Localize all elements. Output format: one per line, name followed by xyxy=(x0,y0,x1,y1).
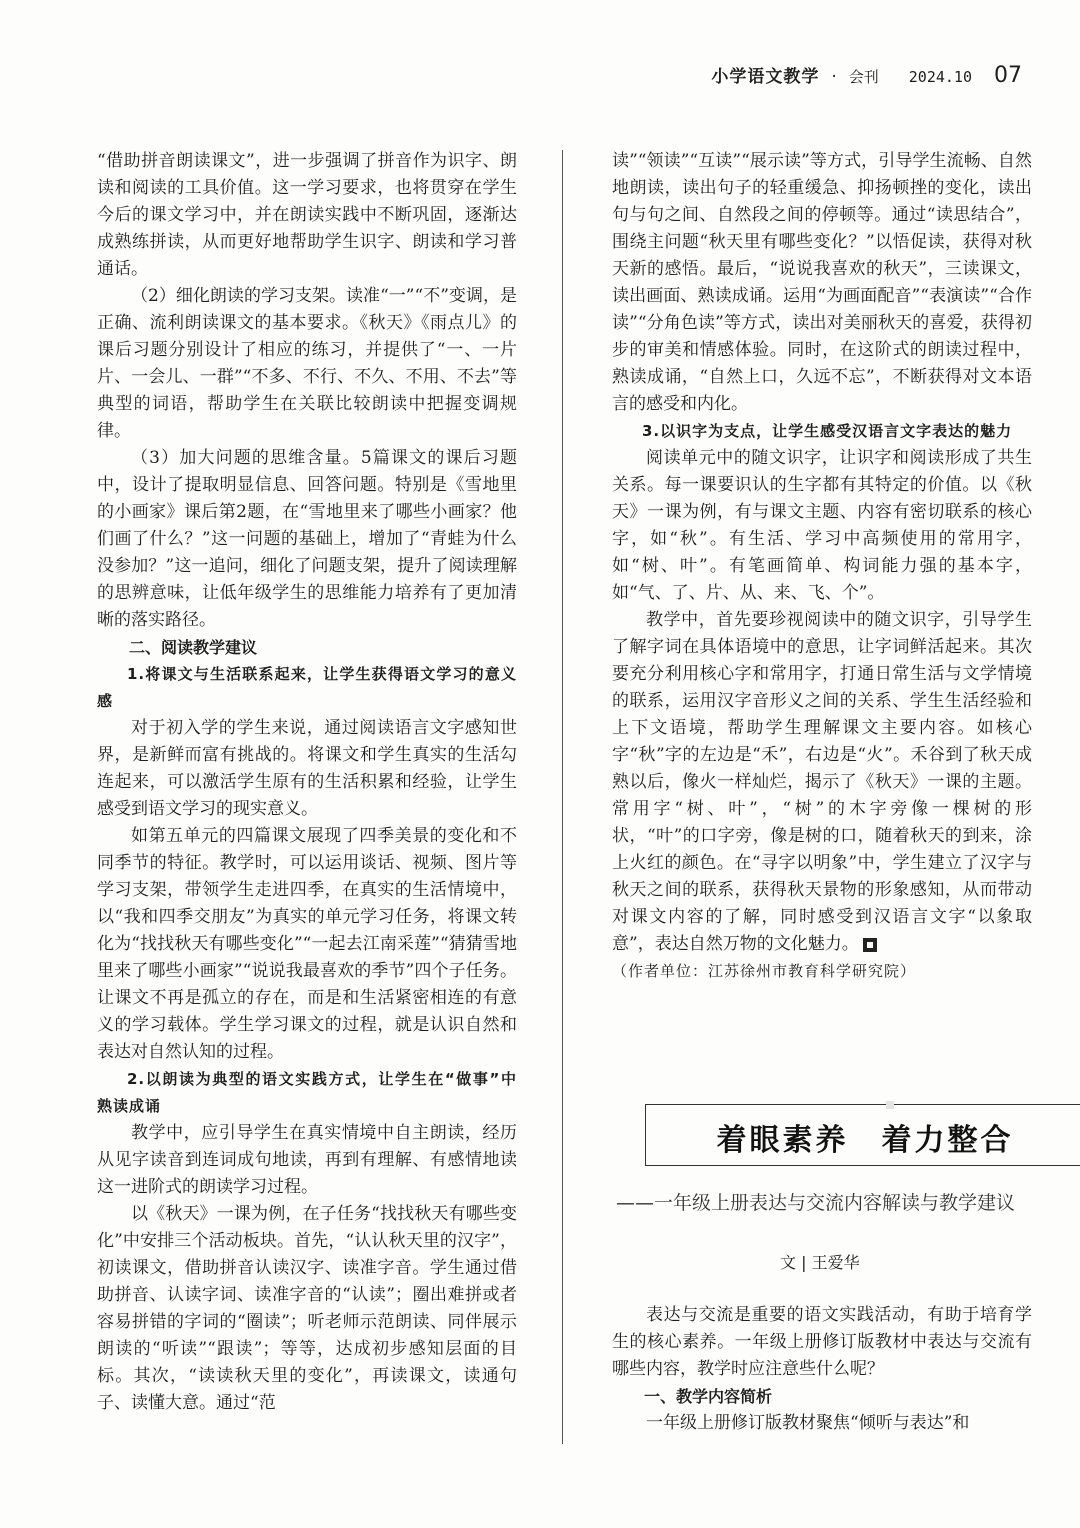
article-title: 着眼素养 着力整合 xyxy=(716,1123,1014,1158)
paragraph: 表达与交流是重要的语文实践活动，有助于培育学生的核心素养。一年级上册修订版教材中表达与交流有哪些内容，教学时应注意些什么呢？ xyxy=(612,1305,1032,1379)
paragraph: 读”“领读”“互读”“展示读”等方式，引导学生流畅、自然地朗读，读出句子的轻重缓急、抑扬顿挫的变化，读出句与句之间、自然段之间的停顿等。通过“读思结合”，围绕主问题“秋天里有哪些变化？”以悟促读，获得对秋天新的感悟。最后，“说说我喜欢的秋天”，三读课文，读出画面、熟读成诵。运用“为画面配音”“表演读”“合作读”“分角色读”等方式，读出对美丽秋天的喜爱，获得初步的审美和情感体验。同时，在这阶式的朗读过程中，熟读成诵，“自然上口，久远不忘”，不断获得对文本语言的感受和内化。 xyxy=(612,151,1032,414)
paragraph: 一年级上册修订版教材聚焦“倾听与表达”和 xyxy=(646,1413,970,1433)
column-divider xyxy=(562,150,563,1444)
paragraph: 以《秋天》一课为例，在子任务“找找秋天有哪些变化”中安排三个活动板块。首先，“认认秋天里的汉字”，初读课文，借助拼音认读汉字、读准字音。学生通过借助拼音、认读字词、读准字音的“认读”；圈出难拼或者容易拼错的字词的“圈读”；听老师示范朗读、同伴展示朗读的“听读”“跟读”；等等，达成初步感知层面的目标。其次，“读读秋天里的变化”，再读课文，读通句子、读懂大意。通过“范 xyxy=(97,1204,517,1413)
article-title-box xyxy=(645,1104,1080,1166)
paragraph: 对于初入学的学生来说，通过阅读语言文字感知世界，是新鲜而富有挑战的。将课文和学生真实的生活勾连起来，可以激活学生原有的生活积累和经验，让学生感受到语文学习的现实意义。 xyxy=(97,718,517,819)
section-heading: 二、阅读教学建议 xyxy=(129,638,258,657)
paragraph-text: 教学中，首先要珍视阅读中的随文识字，引导学生了解字词在具体语境中的意思，让字词鲜活起来。其次要充分利用核心字和常用字，打通日常生活与文学情境的联系，运用汉字音形义之间的关系、学生生活经验和上下文语境，帮助学生理解课文主要内容。如核心字“秋”字的左边是“禾”，右边是“火”。禾谷到了秋天成熟以后，像火一样灿烂，揭示了《秋天》一课的主题。常用字“树、叶”，“树”的木字旁像一棵树的形状，“叶”的口字旁，像是树的口，随着秋天的到来，涂上火红的颜色。在“寻字以明象”中，学生建立了汉字与秋天之间的联系，获得秋天景物的形象感知，从而带动对课文内容的了解，同时感受到汉语言文字“以象取意”，表达自然万物的文化魅力。 xyxy=(612,610,1032,954)
article-author: 文 | 王爱华 xyxy=(780,1253,860,1272)
paragraph: （2）细化朗读的学习支架。读准“一”“不”变调，是正确、流利朗读课文的基本要求。《秋天》《雨点儿》的课后习题分别设计了相应的练习，并提供了“一、一片片、一会儿、一群”“不多、不行、不久、不用、不去”等典型的词语，帮助学生在关联比较朗读中把握变调规律。 xyxy=(97,286,517,441)
section-heading: 一、教学内容简析 xyxy=(644,1387,773,1406)
right-column xyxy=(612,148,1032,985)
journal-name: 小学语文教学 xyxy=(711,67,820,87)
subsection-heading: 2.以朗读为典型的语文实践方式，让学生在“做事”中熟读成诵 xyxy=(97,1070,517,1115)
paragraph: 教学中，应引导学生在真实情境中自主朗读，经历从见字读音到连词成句地读，再到有理解、有感情地读这一进阶式的朗读学习过程。 xyxy=(97,1123,517,1197)
subsection-heading: 1.将课文与生活联系起来，让学生获得语文学习的意义感 xyxy=(97,665,517,710)
paragraph xyxy=(612,607,1032,958)
issue-date: 2024.10 xyxy=(908,68,972,86)
page-number: 07 xyxy=(994,63,1022,88)
subsection-heading: 3.以识字为支点，让学生感受汉语言文字表达的魅力 xyxy=(642,422,1013,440)
header-dot: · xyxy=(831,67,837,87)
article-subtitle: ——一年级上册表达与交流内容解读与教学建议 xyxy=(616,1192,1016,1214)
paragraph: 阅读单元中的随文识字，让识字和阅读形成了共生关系。每一课要识认的生字都有其特定的价值。以《秋天》一课为例，有与课文主题、内容有密切联系的核心字，如“秋”。有生活、学习中高频使用的常用字，如“树、叶”。有笔画简单、构词能力强的基本字，如“气、了、片、从、来、飞、个”。 xyxy=(612,448,1032,603)
journal-edition: 会刊 xyxy=(848,68,879,86)
article-body xyxy=(612,1302,1032,1437)
paragraph: 如第五单元的四篇课文展现了四季美景的变化和不同季节的特征。教学时，可以运用谈话、视频、图片等学习支架，带领学生走进四季，在真实的生活情境中，以“我和四季交朋友”为真实的单元学习任务，将课文转化为“找找秋天有哪些变化”“一起去江南采莲”“猜猜雪地里来了哪些小画家”“说说我最喜欢的季节”四个子任务。让课文不再是孤立的存在，而是和生活紧密相连的有意义的学习载体。学生学习课文的过程，就是认识自然和表达对自然认知的过程。 xyxy=(97,826,517,1062)
author-affiliation: （作者单位：江苏徐州市教育科学研究院） xyxy=(612,962,917,980)
left-column xyxy=(97,148,517,1417)
paragraph: “借助拼音朗读课文”，进一步强调了拼音作为识字、朗读和阅读的工具价值。这一学习要求，也将贯穿在学生今后的课文学习中，并在朗读实践中不断巩固，逐渐达成熟练拼读，从而更好地帮助学生识字、朗读和学习普通话。 xyxy=(97,151,517,279)
end-mark-icon xyxy=(863,938,877,952)
paragraph: （3）加大问题的思维含量。5篇课文的课后习题中，设计了提取明显信息、回答问题。特别是《雪地里的小画家》课后第2题，在“雪地里来了哪些小画家？他们画了什么？”这一问题的基础上，增加了“青蛙为什么没参加？”这一追问，细化了问题支架，提升了阅读理解的思辨意味，让低年级学生的思维能力培养有了更加清晰的落实路径。 xyxy=(97,448,517,630)
page-header xyxy=(711,62,1022,98)
title-decoration xyxy=(886,1101,894,1109)
